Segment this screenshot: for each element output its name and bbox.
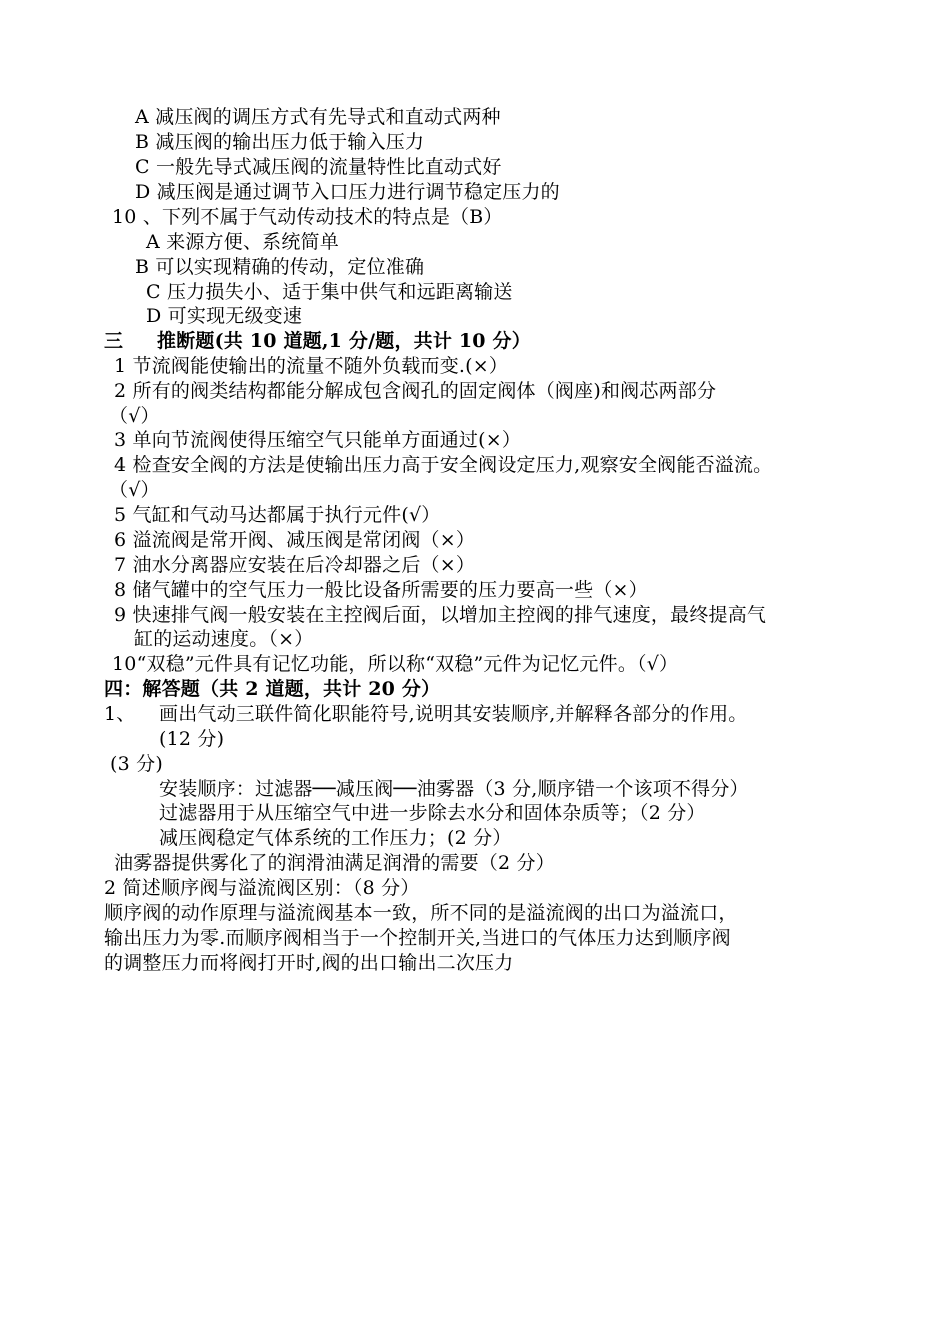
section3-number: 三 [104,330,124,352]
essay-q1-symbol-points: (3 分) [110,753,163,775]
essay-q1-number: 1、 [104,703,136,725]
q9-option-c: C 一般先导式减压阀的流量特性比直动式好 [135,156,502,178]
q10-stem: 10 、下列不属于气动传动技术的特点是（B） [112,206,503,228]
q10-option-c: C 压力损失小、适于集中供气和远距离输送 [146,281,513,303]
essay-q1-order: 安装顺序：过滤器──减压阀──油雾器（3 分,顺序错一个该项不得分） [159,778,749,800]
section4-title: 四：解答题（共 2 道题，共计 20 分） [104,678,441,700]
q10-option-d: D 可实现无级变速 [146,305,303,327]
tf-item: 7 油水分离器应安装在后冷却器之后（×） [114,554,476,576]
q9-option-a: A 减压阀的调压方式有先导式和直动式两种 [135,106,501,128]
tf-item: 8 储气罐中的空气压力一般比设备所需要的压力要高一些（×） [114,579,648,601]
tf-item: 1 节流阀能使输出的流量不随外负载而变.(×） [114,355,509,377]
tf-item: 6 溢流阀是常开阀、减压阀是常闭阀（×） [114,529,476,551]
tf-item: 缸的运动速度。（×） [134,628,314,650]
section3-title: 推断题(共 10 道题,1 分/题，共计 10 分） [157,330,531,352]
essay-q1-filter: 过滤器用于从压缩空气中进一步除去水分和固体杂质等；（2 分） [159,802,706,824]
essay-q1-reducer: 减压阀稳定气体系统的工作压力；(2 分） [159,827,512,849]
essay-q2-answer-line: 输出压力为零.而顺序阀相当于一个控制开关,当进口的气体压力达到顺序阀 [104,927,731,949]
q9-option-d: D 减压阀是通过调节入口压力进行调节稳定压力的 [135,181,560,203]
tf-item: 9 快速排气阀一般安装在主控阀后面，以增加主控阀的排气速度，最终提高气 [114,604,767,626]
essay-q2-answer-line: 的调整压力而将阀打开时,阀的出口输出二次压力 [104,952,514,974]
tf-item: （√） [109,479,160,501]
q10-option-a: A 来源方便、系统简单 [146,231,339,253]
tf-item: 2 所有的阀类结构都能分解成包含阀孔的固定阀体（阀座)和阀芯两部分 [114,380,717,402]
essay-q1-stem: 画出气动三联件简化职能符号,说明其安装顺序,并解释各部分的作用。 [159,703,748,725]
essay-q1-points: (12 分) [159,728,225,750]
tf-item: 4 检查安全阀的方法是使输出压力高于安全阀设定压力,观察安全阀能否溢流。 [114,454,773,476]
tf-item: （√） [109,405,160,427]
essay-q1-lubricator: 油雾器提供雾化了的润滑油满足润滑的需要（2 分） [114,852,555,874]
tf-item: 10“双稳”元件具有记忆功能，所以称“双稳”元件为记忆元件。（√） [112,653,679,675]
essay-q2-stem: 2 简述顺序阀与溢流阀区别：（8 分） [104,877,420,899]
tf-item: 3 单向节流阀使得压缩空气只能单方面通过(×） [114,429,522,451]
q9-option-b: B 减压阀的输出压力低于输入压力 [135,131,425,153]
q10-option-b: B 可以实现精确的传动，定位准确 [135,256,425,278]
essay-q2-answer-line: 顺序阀的动作原理与溢流阀基本一致，所不同的是溢流阀的出口为溢流口， [104,902,738,924]
tf-item: 5 气缸和气动马达都属于执行元件(√） [114,504,441,526]
